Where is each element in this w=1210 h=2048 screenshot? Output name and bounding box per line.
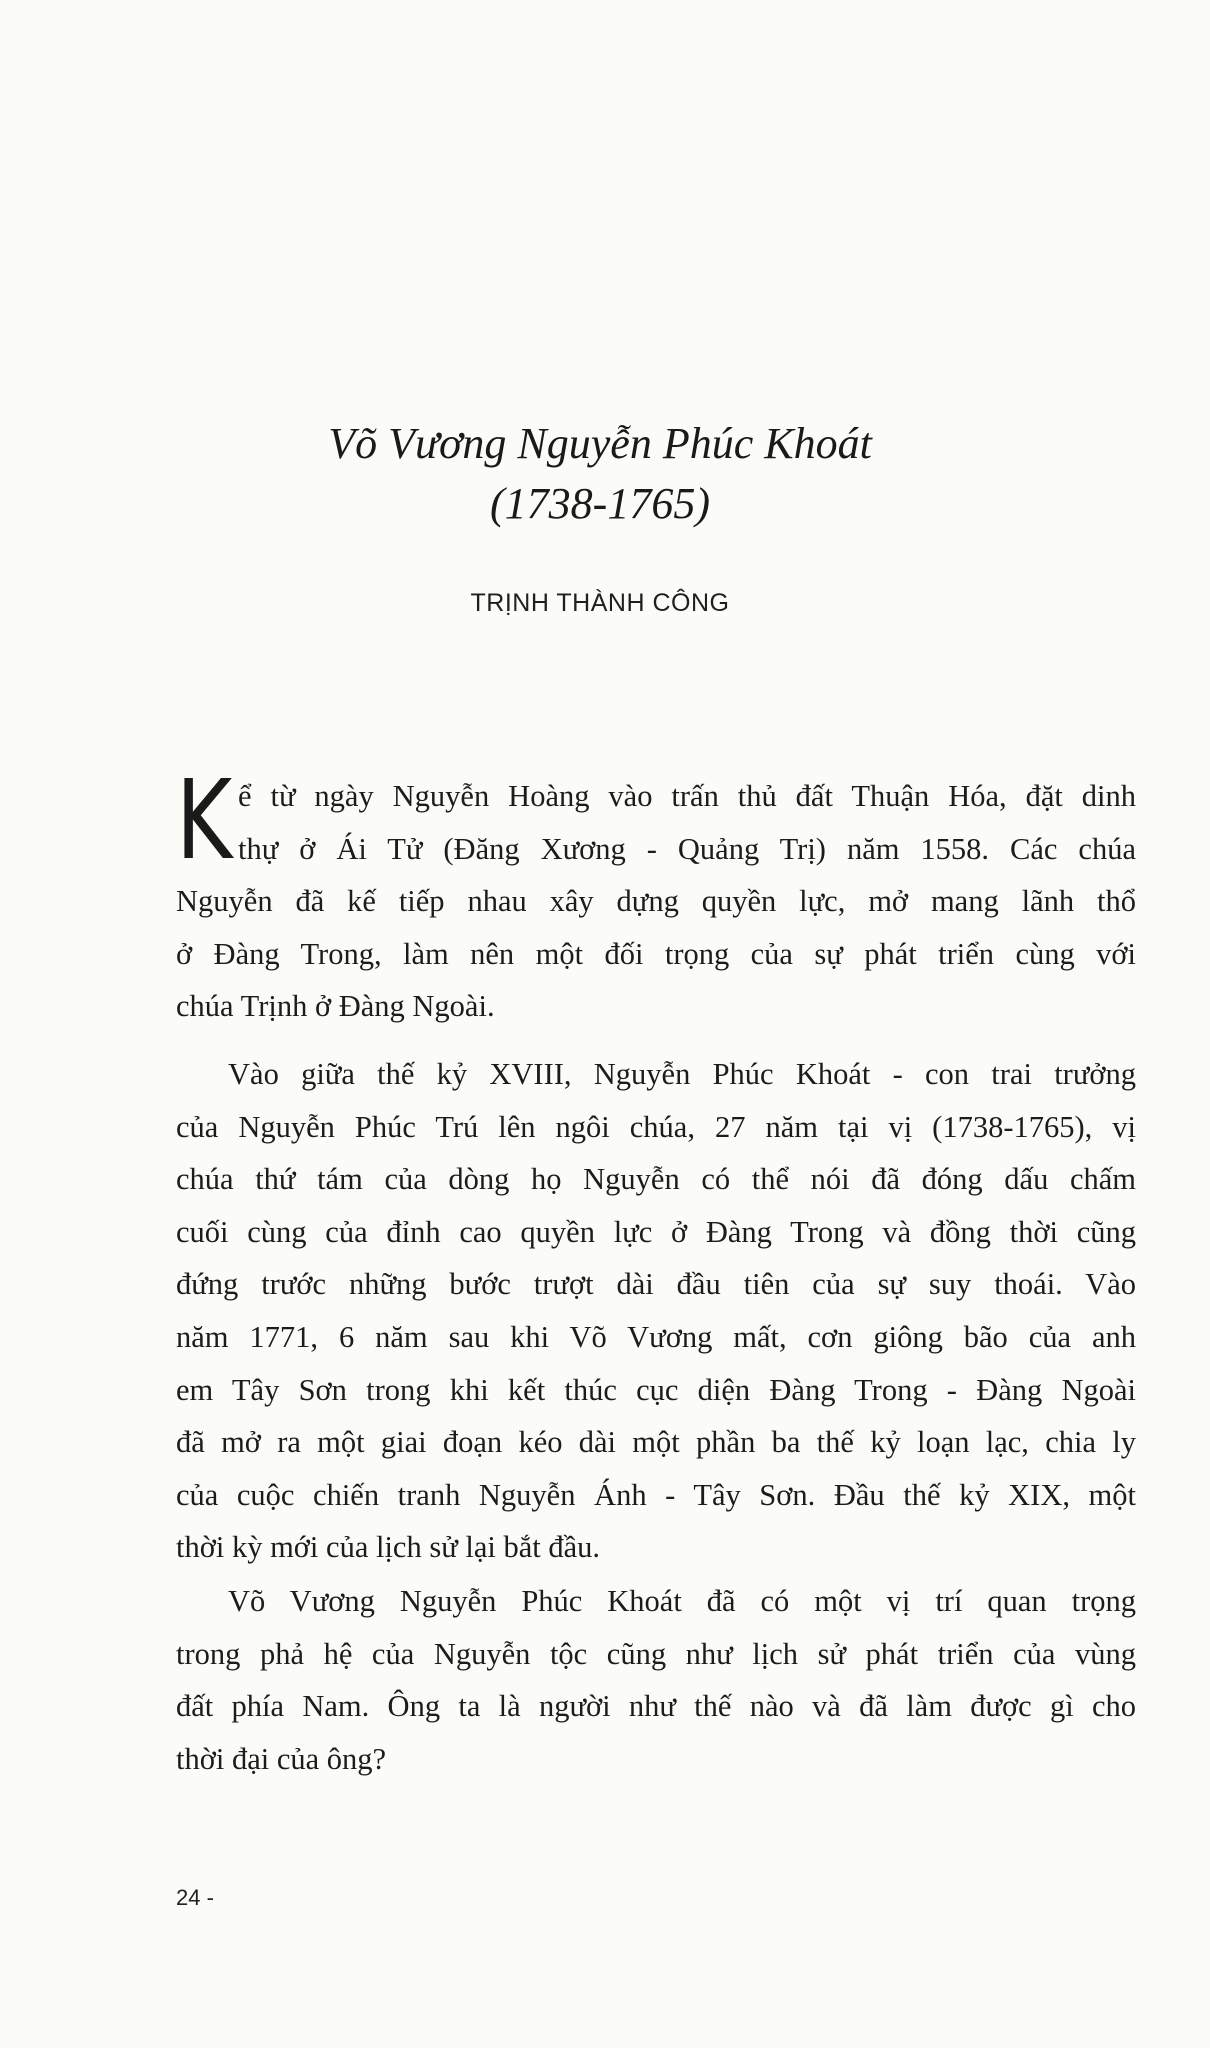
paragraph-2-line: thời kỳ mới của lịch sử lại bắt đầu. [176, 1530, 601, 1565]
page-number: 24 - [176, 1885, 214, 1910]
paragraph-2 [176, 1048, 1136, 1574]
paragraph-3-line: đất phía Nam. Ông ta là người như thế nào và đã làm được gì cho [176, 1689, 1136, 1724]
paragraph-2-line: năm 1771, 6 năm sau khi Võ Vương mất, cơn giông bão của anh [176, 1319, 1136, 1354]
chapter-years: (1738-1765) [490, 479, 710, 528]
paragraph-1 [176, 756, 1136, 1033]
paragraph-2-line: của cuộc chiến tranh Nguyễn Ánh - Tây Sơn. Đầu thế kỷ XIX, một [176, 1477, 1136, 1512]
paragraph-1-line: ể từ ngày Nguyễn Hoàng vào trấn thủ đất Thuận Hóa, đặt dinh [238, 779, 1136, 813]
paragraph-3-line: thời đại của ông? [176, 1741, 387, 1776]
chapter-title: Võ Vương Nguyễn Phúc Khoát [328, 419, 872, 468]
paragraph-2-line: Vào giữa thế kỷ XVIII, Nguyễn Phúc Khoát - con trai trưởng [228, 1057, 1136, 1091]
paragraph-3-line: trong phả hệ của Nguyễn tộc cũng như lịch sử phát triển của vùng [176, 1636, 1136, 1671]
paragraph-2-line: đã mở ra một giai đoạn kéo dài một phần ba thế kỷ loạn lạc, chia ly [176, 1425, 1136, 1460]
paragraph-3 [176, 1575, 1136, 1785]
paragraph-3-line: Võ Vương Nguyễn Phúc Khoát đã có một vị trí quan trọng [228, 1584, 1136, 1618]
paragraph-2-line: cuối cùng của đỉnh cao quyền lực ở Đàng Trong và đồng thời cũng [176, 1214, 1136, 1249]
paragraph-2-line: đứng trước những bước trượt dài đầu tiên của sự suy thoái. Vào [176, 1267, 1136, 1302]
paragraph-2-line: của Nguyễn Phúc Trú lên ngôi chúa, 27 năm tại vị (1738-1765), vị [176, 1109, 1136, 1144]
chapter-author: TRỊNH THÀNH CÔNG [470, 589, 730, 617]
paragraph-2-line: em Tây Sơn trong khi kết thúc cục diện Đàng Trong - Đàng Ngoài [176, 1372, 1136, 1407]
paragraph-2-line: chúa thứ tám của dòng họ Nguyễn có thể nói đã đóng dấu chấm [176, 1162, 1136, 1197]
paragraph-1-line: ở Đàng Trong, làm nên một đối trọng của sự phát triển cùng với [176, 936, 1136, 971]
paragraph-1-line: chúa Trịnh ở Đàng Ngoài. [176, 989, 495, 1024]
paragraph-1-line: thự ở Ái Tử (Đăng Xương - Quảng Trị) năm 1558. Các chúa [238, 831, 1136, 866]
paragraph-1-line: Nguyễn đã kế tiếp nhau xây dựng quyền lực, mở mang lãnh thổ [176, 884, 1136, 919]
drop-cap: K [176, 756, 233, 884]
